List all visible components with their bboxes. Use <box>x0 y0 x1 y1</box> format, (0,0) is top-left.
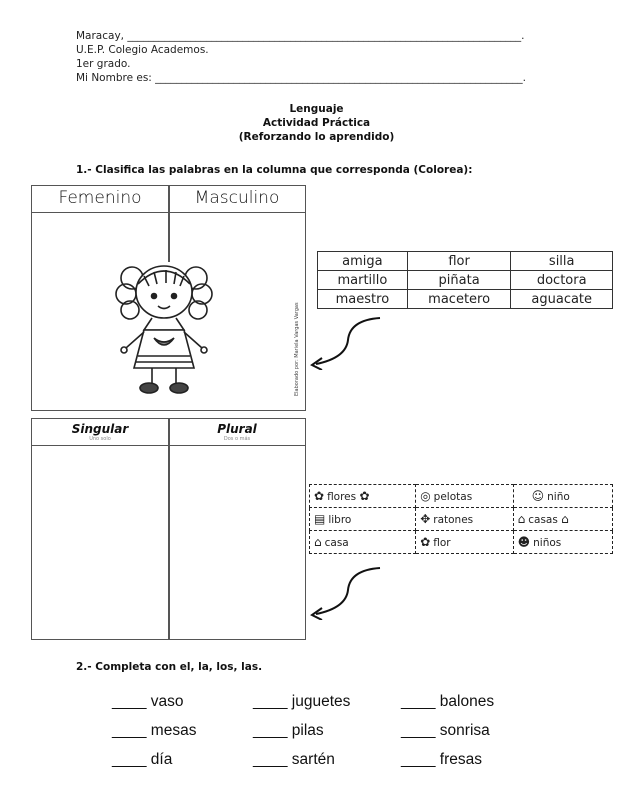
subject-title: Lenguaje <box>289 103 344 115</box>
picture-cell <box>416 531 513 554</box>
fill-item: ____ sonrisa <box>401 722 490 739</box>
word-grid-row <box>318 290 613 309</box>
picture-grid-row <box>310 508 613 531</box>
picture-cell <box>416 485 513 508</box>
book-icon: ▤ <box>314 512 326 526</box>
picture-grid-row <box>310 531 613 554</box>
word-cell: doctora <box>511 271 613 290</box>
picture-word: casa <box>324 537 349 549</box>
word-cell: amiga <box>318 252 408 271</box>
picture-word: casas <box>528 514 558 526</box>
activity-title: Actividad Práctica <box>262 117 371 129</box>
picture-word: pelotas <box>433 491 473 503</box>
femenino-header: Femenino <box>58 188 142 208</box>
flower-icon: ✿ <box>314 489 325 503</box>
word-cell: flor <box>407 252 511 271</box>
curved-arrow-icon <box>306 564 386 620</box>
picture-word-grid <box>309 484 613 554</box>
mouse-icon: ✥ <box>420 512 431 526</box>
fill-item: ____ mesas <box>112 722 197 739</box>
word-cell: silla <box>511 252 613 271</box>
grade-line: 1er grado. <box>76 58 131 70</box>
plural-header: Plural <box>217 422 257 436</box>
picture-word: niño <box>547 491 570 503</box>
picture-cell <box>513 508 612 531</box>
curved-arrow-icon <box>306 314 386 370</box>
fill-row <box>112 722 612 751</box>
fill-item: ____ fresas <box>401 751 483 768</box>
fill-item: ____ vaso <box>112 693 184 710</box>
picture-word: niños <box>533 537 562 549</box>
fill-row <box>112 751 612 780</box>
fill-row <box>112 693 612 722</box>
picture-word: ratones <box>433 514 474 526</box>
title-block <box>0 102 633 144</box>
picture-cell <box>416 508 513 531</box>
plural-subheader: Dos o más <box>223 436 251 442</box>
picture-cell <box>310 531 416 554</box>
picture-word: libro <box>328 514 352 526</box>
activity-subtitle: (Reforzando lo aprendido) <box>238 131 395 143</box>
flower-icon: ✿ <box>420 535 431 549</box>
number-table <box>31 418 306 640</box>
picture-word: flores <box>327 491 357 503</box>
number-divider <box>168 419 170 639</box>
fill-item: ____ balones <box>401 693 495 710</box>
girl-illustration <box>104 256 224 406</box>
gender-table <box>31 185 306 411</box>
word-cell: piñata <box>407 271 511 290</box>
children-icon: ☻ <box>517 535 531 549</box>
picture-cell <box>310 508 416 531</box>
word-grid-row <box>318 271 613 290</box>
name-line: Mi Nombre es: ______________________________________________________________________. <box>76 72 527 84</box>
word-cell: aguacate <box>511 290 613 309</box>
masculino-header: Masculino <box>194 188 280 208</box>
flower-icon: ✿ <box>359 489 370 503</box>
illustration-credit: Elaborado por: Mariela Vargas Vargas <box>294 302 300 396</box>
question-2-prompt: 2.- Completa con el, la, los, las. <box>76 661 263 673</box>
word-cell: macetero <box>407 290 511 309</box>
house-icon: ⌂ <box>561 512 569 526</box>
picture-cell <box>310 485 416 508</box>
house-icon: ⌂ <box>517 512 526 526</box>
question-1-prompt: 1.- Clasifica las palabras en la columna que corresponda (Colorea): <box>76 164 473 176</box>
fill-item: ____ día <box>112 751 173 768</box>
fill-in-grid <box>112 693 612 780</box>
picture-cell <box>513 485 612 508</box>
ball-icon: ◎ <box>420 489 431 503</box>
fill-item: ____ pilas <box>253 722 324 739</box>
child-icon: ☺ <box>531 489 545 503</box>
school-line: U.E.P. Colegio Academos. <box>76 44 209 56</box>
singular-subheader: Uno solo <box>89 436 111 442</box>
picture-grid-row <box>310 485 613 508</box>
picture-word: flor <box>433 537 451 549</box>
fill-item: ____ juguetes <box>253 693 351 710</box>
fill-item: ____ sartén <box>253 751 335 768</box>
word-cell: maestro <box>318 290 408 309</box>
picture-cell <box>513 531 612 554</box>
word-grid <box>317 251 613 309</box>
date-line: Maracay, ___________________________________________________________________________. <box>76 30 525 42</box>
word-grid-row <box>318 252 613 271</box>
word-cell: martillo <box>318 271 408 290</box>
house-icon: ⌂ <box>314 535 322 549</box>
singular-header: Singular <box>71 422 129 436</box>
